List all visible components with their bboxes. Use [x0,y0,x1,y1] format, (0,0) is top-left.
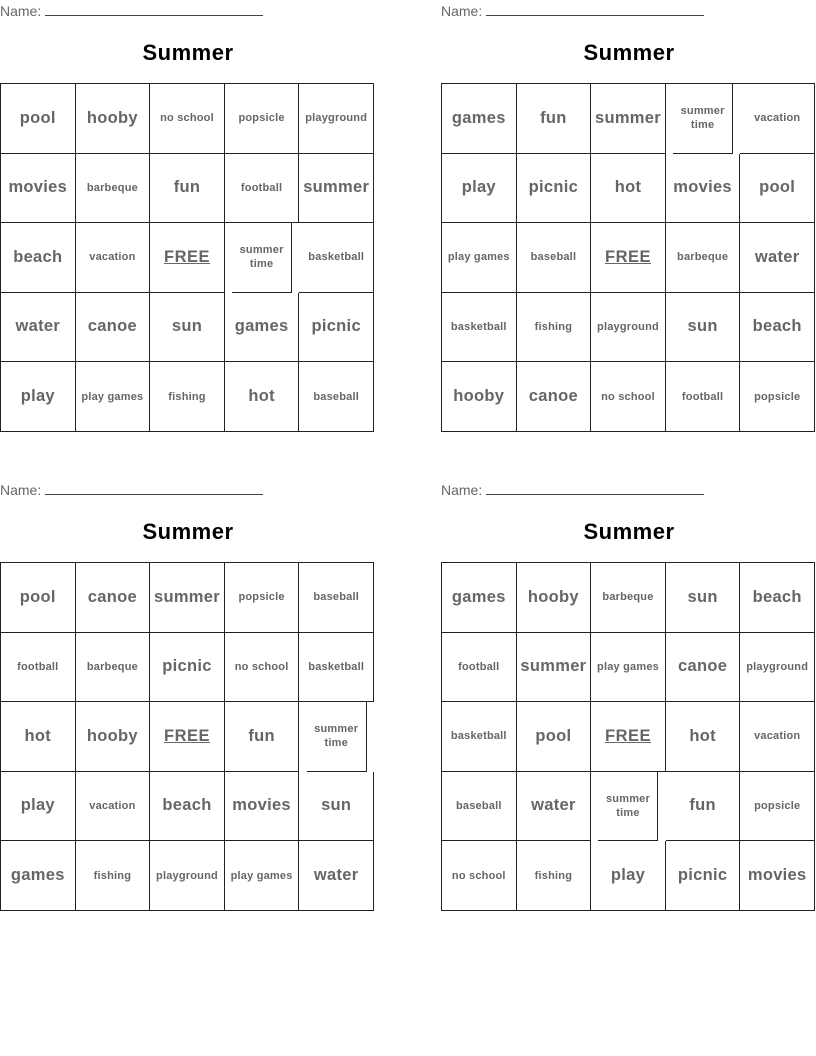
name-field [0,3,263,19]
bingo-grid [441,562,815,911]
bingo-cell: hot [225,362,300,432]
bingo-cell: beach [740,563,815,633]
bingo-cell: fun [225,702,300,772]
bingo-cell: football [225,154,300,224]
card-title: Summer [142,40,234,65]
bingo-cell: picnic [517,154,592,224]
bingo-cell: play games [225,841,300,911]
bingo-cell: fun [666,772,741,842]
bingo-cell: hooby [517,563,592,633]
bingo-cell: playground [299,84,374,154]
bingo-card [441,479,816,919]
name-label: Name: [0,3,42,19]
bingo-card [0,0,376,440]
bingo-card [0,479,376,919]
name-underline [486,482,704,495]
bingo-cell: movies [740,841,815,911]
bingo-cell: games [1,841,76,911]
card-title: Summer [583,40,675,65]
bingo-cell: sun [666,293,741,363]
bingo-cell: water [299,841,374,911]
bingo-cell: basketball [442,702,517,772]
bingo-cell: hot [1,702,76,772]
bingo-cell: hooby [76,702,151,772]
free-space-cell: FREE [591,702,666,772]
bingo-cell: popsicle [740,362,815,432]
bingo-cell: games [442,563,517,633]
bingo-cell: movies [1,154,76,224]
card-title: Summer [583,519,675,544]
bingo-grid [441,83,815,432]
name-field [0,482,263,498]
bingo-card [441,0,816,440]
bingo-cell: games [442,84,517,154]
bingo-cell: vacation [740,84,815,154]
bingo-cell: play games [591,633,666,703]
name-label: Name: [441,3,483,19]
bingo-cell: water [1,293,76,363]
bingo-cell: sun [150,293,225,363]
bingo-cell: playground [591,293,666,363]
name-underline [45,482,263,495]
bingo-cell: popsicle [225,563,300,633]
bingo-cell: popsicle [740,772,815,842]
bingo-cell: no school [150,84,225,154]
bingo-cell: fun [517,84,592,154]
bingo-cell: vacation [76,772,151,842]
bingo-cell: hooby [76,84,151,154]
bingo-grid [0,83,374,432]
bingo-cell: beach [740,293,815,363]
bingo-cell: pool [740,154,815,224]
bingo-cell: baseball [299,563,374,633]
bingo-cell: picnic [666,841,741,911]
bingo-cell: play [1,362,76,432]
bingo-cell: sun [299,772,374,842]
bingo-cell: pool [1,84,76,154]
bingo-cell: fishing [517,841,592,911]
bingo-cell: playground [150,841,225,911]
name-underline [486,3,704,16]
free-space-cell: FREE [150,223,225,293]
bingo-cell: summer time [307,702,367,772]
bingo-cell: vacation [76,223,151,293]
bingo-cell: vacation [740,702,815,772]
free-space-cell: FREE [591,223,666,293]
bingo-cell: hot [666,702,741,772]
bingo-cell: canoe [517,362,592,432]
bingo-cell: fishing [150,362,225,432]
bingo-cell: pool [517,702,592,772]
bingo-cell: play [442,154,517,224]
bingo-cell: popsicle [225,84,300,154]
card-title: Summer [142,519,234,544]
name-underline [45,3,263,16]
bingo-cell: sun [666,563,741,633]
bingo-cell: summer [591,84,666,154]
bingo-cell: barbeque [666,223,741,293]
bingo-cell: summer [150,563,225,633]
bingo-cell: baseball [442,772,517,842]
bingo-cell: barbeque [591,563,666,633]
bingo-cell: basketball [299,223,374,293]
bingo-cell: no school [225,633,300,703]
bingo-cell: summer [299,154,374,224]
bingo-cell: summer time [232,223,292,293]
bingo-cell: playground [740,633,815,703]
bingo-cell: movies [225,772,300,842]
bingo-cell: no school [442,841,517,911]
bingo-cell: canoe [76,563,151,633]
bingo-cell: baseball [299,362,374,432]
name-label: Name: [0,482,42,498]
bingo-cell: play [1,772,76,842]
bingo-cell: movies [666,154,741,224]
bingo-cell: play games [442,223,517,293]
bingo-cell: play [591,841,666,911]
bingo-cell: basketball [299,633,374,703]
bingo-cell: fishing [517,293,592,363]
bingo-cell: beach [150,772,225,842]
name-field [441,482,704,498]
bingo-cell: barbeque [76,633,151,703]
bingo-cell: football [666,362,741,432]
bingo-cell: summer time [673,84,733,154]
bingo-cell: basketball [442,293,517,363]
bingo-cell: hot [591,154,666,224]
bingo-cell: water [517,772,592,842]
bingo-cell: no school [591,362,666,432]
bingo-cell: canoe [76,293,151,363]
bingo-cell: canoe [666,633,741,703]
bingo-cell: summer [517,633,592,703]
bingo-cell: fishing [76,841,151,911]
bingo-cell: hooby [442,362,517,432]
bingo-cell: water [740,223,815,293]
bingo-cell: football [442,633,517,703]
bingo-cell: beach [1,223,76,293]
bingo-cell: barbeque [76,154,151,224]
bingo-cell: fun [150,154,225,224]
bingo-cell: games [225,293,300,363]
bingo-cell: football [1,633,76,703]
bingo-cell: summer time [598,772,658,842]
bingo-cell: picnic [150,633,225,703]
bingo-cell: pool [1,563,76,633]
bingo-cell: play games [76,362,151,432]
free-space-cell: FREE [150,702,225,772]
bingo-cell: baseball [517,223,592,293]
bingo-cell: picnic [299,293,374,363]
bingo-grid [0,562,374,911]
name-label: Name: [441,482,483,498]
name-field [441,3,704,19]
